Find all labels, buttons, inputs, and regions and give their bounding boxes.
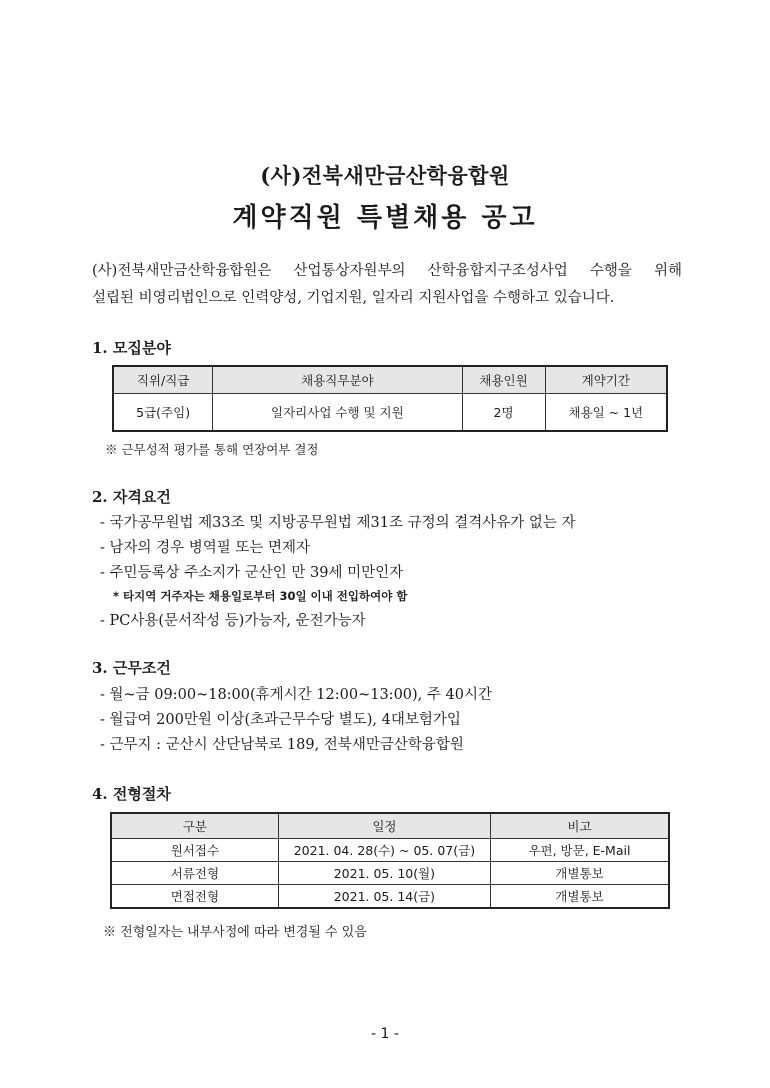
procedure-table [110,812,670,909]
qualification-item: - PC사용(문서작성 등)가능자, 운전가능자 [100,613,366,629]
condition-item: - 월급여 200만원 이상(초과근무수당 별도), 4대보험가입 [100,712,461,728]
table-cell: 개별통보 [490,862,669,885]
table-header-cell: 계약기간 [545,366,667,394]
table-header-cell: 채용직무분야 [213,366,462,394]
table-cell: 2021. 05. 14(금) [278,885,490,909]
section-heading-conditions: 3. 근무조건 [92,659,171,677]
table-row [111,839,669,862]
table-header-cell: 일정 [278,813,490,839]
table-row [111,862,669,885]
table-cell: 채용일 ~ 1년 [545,394,667,432]
recruitment-table [112,365,668,432]
qualification-item: - 주민등록상 주소지가 군산인 만 39세 미만인자 [100,565,404,581]
section-heading-procedure: 4. 전형절차 [92,785,171,803]
table-header-cell: 채용인원 [462,366,545,394]
procedure-note: ※ 전형일자는 내부사정에 따라 변경될 수 있음 [103,925,367,940]
table-header-cell: 직위/직급 [113,366,213,394]
table-cell: 일자리사업 수행 및 지원 [213,394,462,432]
section-heading-recruitment: 1. 모집분야 [92,339,171,357]
qualification-item: - 남자의 경우 병역필 또는 면제자 [100,540,311,556]
qualification-item: - 국가공무원법 제33조 및 지방공무원법 제31조 규정의 결격사유가 없는 자 [100,515,576,531]
org-name: (사)전북새만금산학융합원 [260,163,510,188]
table-header-cell: 비고 [490,813,669,839]
residence-subnote: * 타지역 거주자는 채용일로부터 30일 이내 전입하여야 함 [113,589,408,603]
table-row [111,885,669,909]
intro-line-1: (사)전북새만금산학융합원은 산업통상자원부의 산학융합지구조성사업 수행을 위해 [92,263,682,279]
recruitment-note: ※ 근무성적 평가를 통해 연장여부 결정 [105,442,319,457]
page-title: 계약직원 특별채용 공고 [232,203,538,233]
section-heading-qualifications: 2. 자격요건 [92,488,171,506]
table-cell: 2명 [462,394,545,432]
table-header-row [113,366,667,394]
table-cell: 원서접수 [111,839,278,862]
table-cell: 우편, 방문, E-Mail [490,839,669,862]
table-row [113,394,667,432]
condition-item: - 근무지 : 군산시 산단남북로 189, 전북새만금산학융합원 [100,737,464,753]
table-cell: 면접전형 [111,885,278,909]
table-cell: 2021. 05. 10(월) [278,862,490,885]
table-cell: 서류전형 [111,862,278,885]
table-header-row [111,813,669,839]
table-cell: 개별통보 [490,885,669,909]
page-number: - 1 - [371,1026,399,1042]
table-header-cell: 구분 [111,813,278,839]
table-cell: 2021. 04. 28(수) ~ 05. 07(금) [278,839,490,862]
condition-item: - 월~금 09:00~18:00(휴게시간 12:00~13:00), 주 40시간 [100,687,492,703]
table-cell: 5급(주임) [113,394,213,432]
intro-line-2: 설립된 비영리법인으로 인력양성, 기업지원, 일자리 지원사업을 수행하고 있습니다. [92,290,615,306]
